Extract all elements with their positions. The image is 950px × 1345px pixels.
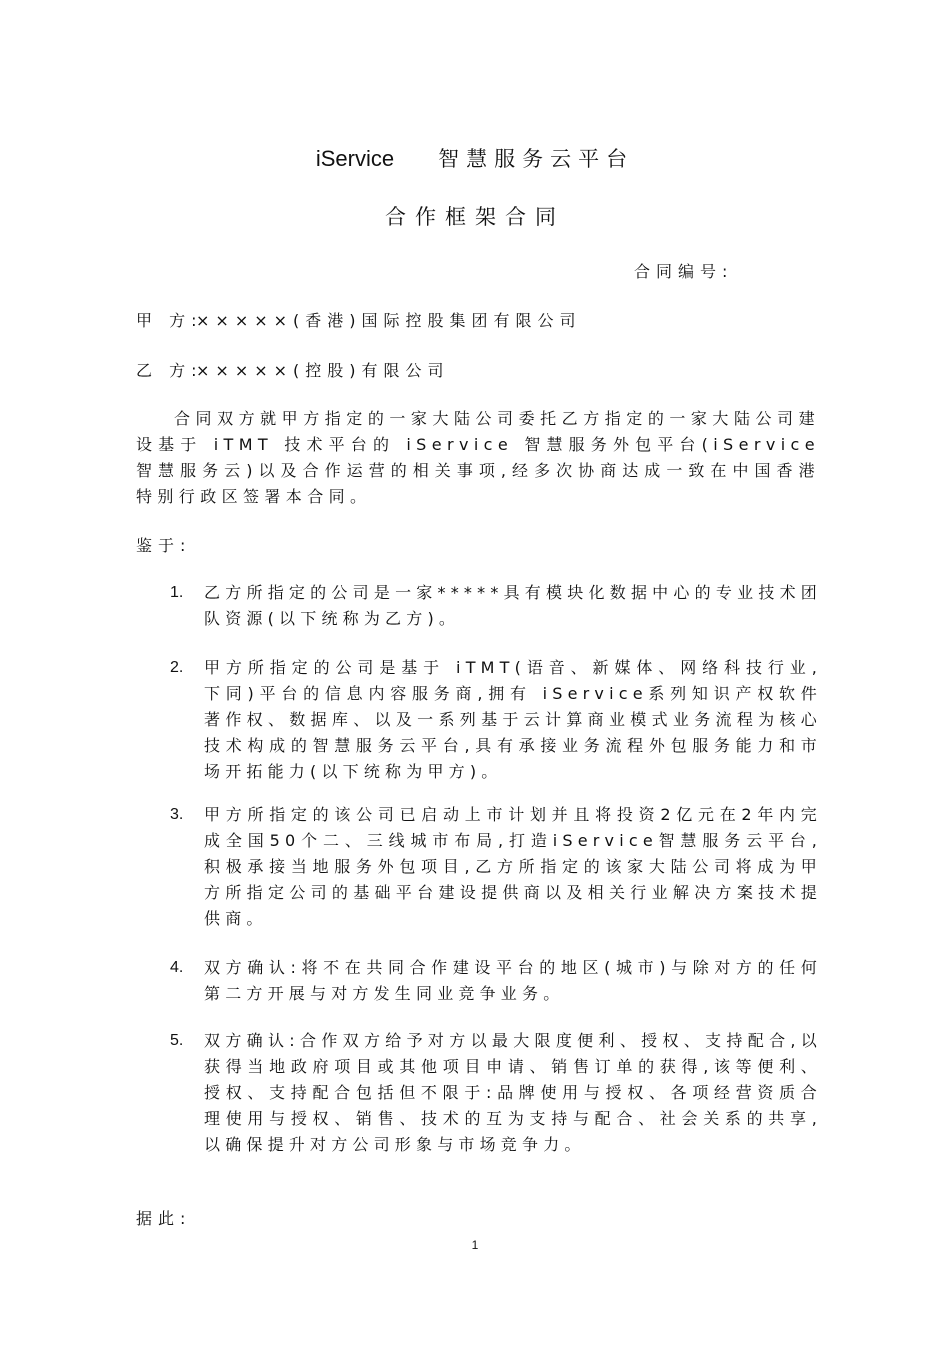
recital-text: 双方确认:将不在共同合作建设平台的地区(城市)与除对方的任何第二方开展与对方发生同业竞争业务。 [204,958,822,1003]
party-a-label: 甲 方: [136,311,203,330]
recital-item [170,802,822,932]
whereas-heading: 鉴于: [136,536,192,555]
recital-item [170,655,822,785]
party-a-name: ×××××(香港)国际控股集团有限公司 [196,311,582,330]
recital-number: 3. [170,806,184,823]
party-a [136,308,582,331]
recital-number: 2. [170,659,184,676]
recital-item [170,1028,822,1158]
recital-text: 甲方所指定的该公司已启动上市计划并且将投资2亿元在2年内完成全国50个二、三线城市布局,打造iService智慧服务云平台,积极承接当地服务外包项目,乙方所指定的该家大陆公司将成为甲方所指定公司的基础平台建设提供商以及相关行业解决方案技术提供商。 [204,805,822,928]
recital-text: 双方确认:合作双方给予对方以最大限度便利、授权、支持配合,以获得当地政府项目或其他项目申请、销售订单的获得,该等便利、授权、支持配合包括但不限于:品牌使用与授权、各项经营资质合理使用与授权、销售、技术的互为支持与配合、社会关系的共享,以确保提升对方公司形象与市场竞争力。 [204,1031,822,1154]
contract-number-label: 合同编号: [634,262,734,281]
title-latin: iService [315,146,395,171]
party-b [136,358,450,381]
document-title [0,143,950,173]
recital-number: 4. [170,959,184,976]
intro-paragraph: 合同双方就甲方指定的一家大陆公司委托乙方指定的一家大陆公司建设基于 iTMT 技术平台的 iService 智慧服务外包平台(iService 智慧服务云)以及合作运营的相关事项,经多次协商达成一致在中国香港特别行政区签署本合同。 [136,409,820,506]
recital-text: 甲方所指定的公司是基于 iTMT(语音、新媒体、网络科技行业,下同)平台的信息内容服务商,拥有 iService系列知识产权软件著作权、数据库、以及一系列基于云计算商业模式业务流程为核心技术构成的智慧服务云平台,具有承接业务流程外包服务能力和市场开拓能力(以下统称为甲方)。 [204,658,822,781]
recital-item [170,580,822,632]
party-b-label: 乙 方: [136,361,203,380]
title-chinese: 智慧服务云平台 [438,147,635,171]
recital-number: 5. [170,1032,184,1049]
recital-number: 1. [170,584,184,601]
recital-item [170,955,822,1007]
document-subtitle: 合作框架合同 [385,205,565,229]
page-number: 1 [471,1238,479,1252]
hereby-heading: 据此: [136,1209,192,1228]
party-b-name: ×××××(控股)有限公司 [196,361,450,380]
recital-text: 乙方所指定的公司是一家*****具有模块化数据中心的专业技术团队资源(以下统称为乙方)。 [204,583,822,628]
